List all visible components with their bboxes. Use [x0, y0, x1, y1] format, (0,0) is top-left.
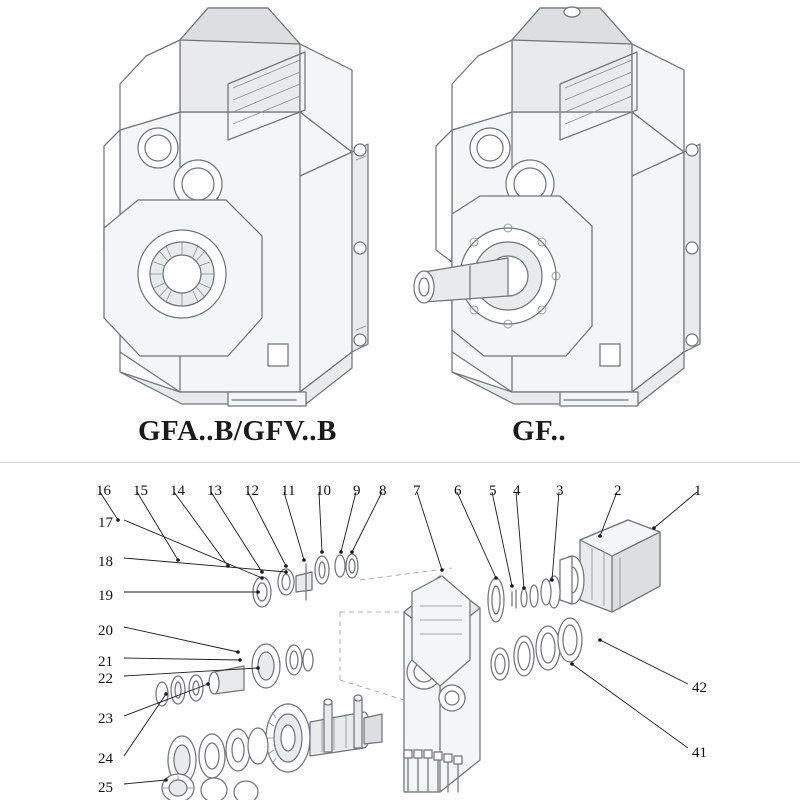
- callout-number-left-17: 17: [98, 515, 113, 531]
- callout-number-left-22: 22: [98, 671, 113, 687]
- callout-number-left-19: 19: [98, 588, 113, 604]
- callout-number-top-5: 5: [489, 483, 497, 499]
- callout-number-top-2: 2: [614, 483, 622, 499]
- caption-right-model: GF..: [512, 415, 567, 447]
- callout-number-left-20: 20: [98, 623, 113, 639]
- callout-number-top-11: 11: [281, 483, 296, 499]
- section-divider: [0, 462, 800, 463]
- callout-number-top-14: 14: [170, 483, 185, 499]
- callout-number-top-3: 3: [556, 483, 564, 499]
- callout-number-top-8: 8: [379, 483, 387, 499]
- callout-number-right-41: 41: [692, 745, 707, 761]
- callout-number-top-10: 10: [316, 483, 331, 499]
- callout-number-top-13: 13: [207, 483, 222, 499]
- callout-number-left-24: 24: [98, 751, 113, 767]
- caption-left-model: GFA..B/GFV..B: [138, 415, 337, 447]
- callout-number-top-4: 4: [513, 483, 521, 499]
- callout-number-top-15: 15: [133, 483, 148, 499]
- callout-number-top-1: 1: [694, 483, 702, 499]
- exploded-assembly-view: [100, 492, 697, 800]
- callout-number-right-42: 42: [692, 680, 707, 696]
- callout-number-top-12: 12: [244, 483, 259, 499]
- callout-number-top-7: 7: [413, 483, 421, 499]
- callout-number-top-9: 9: [353, 483, 361, 499]
- gearbox-illustration-right: [414, 7, 700, 406]
- gearbox-illustration-left: [104, 8, 368, 406]
- callout-number-left-23: 23: [98, 711, 113, 727]
- callout-number-left-21: 21: [98, 654, 113, 670]
- callout-number-top-16: 16: [96, 483, 111, 499]
- callout-number-left-25: 25: [98, 780, 113, 796]
- callout-number-top-6: 6: [454, 483, 462, 499]
- callout-number-left-18: 18: [98, 554, 113, 570]
